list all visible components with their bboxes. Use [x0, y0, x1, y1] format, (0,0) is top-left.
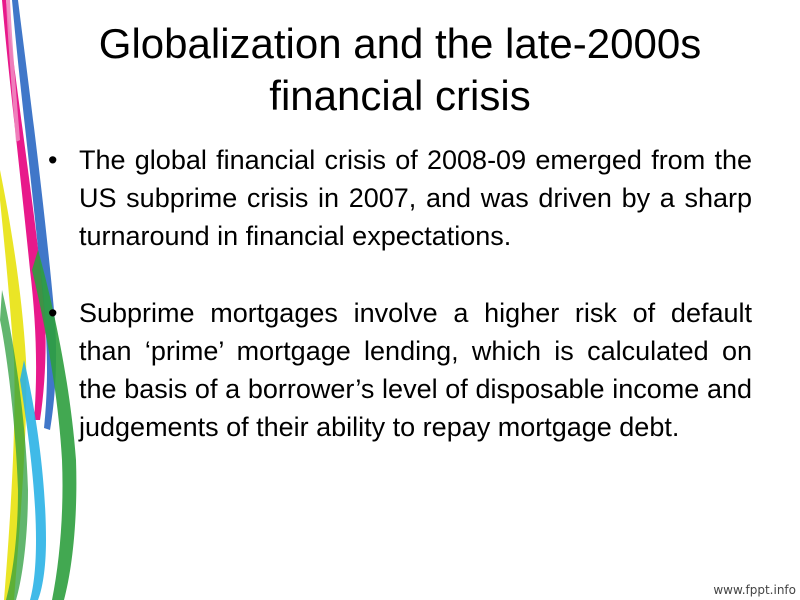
bullet-marker: •	[48, 145, 58, 175]
slide-title: Globalization and the late-2000s financial crisis	[98, 20, 702, 119]
footer-watermark: www.fppt.info	[713, 583, 796, 597]
bullet-item	[48, 142, 752, 255]
bullet-marker: •	[48, 298, 58, 329]
bullet-item	[48, 295, 752, 446]
bullet-list	[48, 142, 752, 447]
bullet-text: Subprime mortgages involve a higher risk of default than ‘prime’ mortgage lending, which is calculated on the basis of a borrower’s level of disposable income and judgements of their ability to repay mortgage debt.	[79, 298, 752, 442]
bullet-text: The global financial crisis of 2008-09 emerged from the US subprime crisis in 2007, and was driven by a sharp turnaround in financial expectations.	[79, 145, 752, 251]
